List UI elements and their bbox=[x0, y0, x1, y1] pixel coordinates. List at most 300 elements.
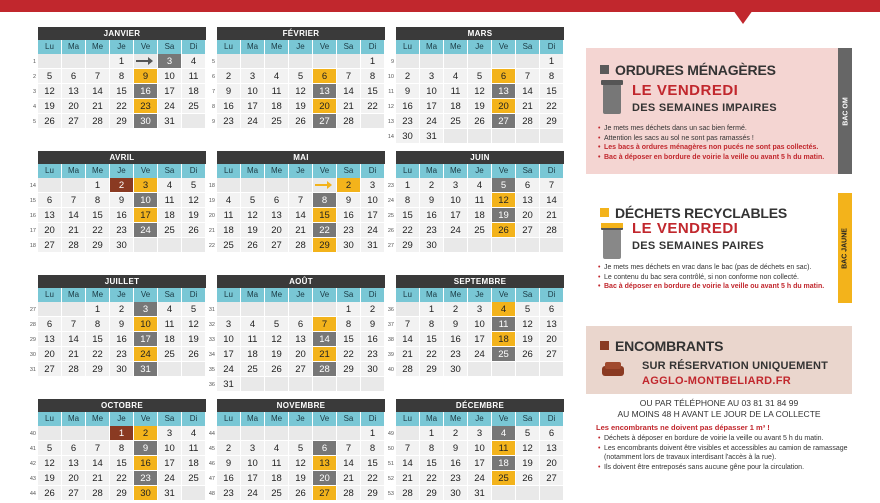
week-number: 23 bbox=[387, 183, 394, 189]
day-cell: 6 bbox=[62, 441, 86, 456]
month-title: MAI bbox=[217, 151, 385, 164]
day-cell: 19 bbox=[38, 99, 62, 114]
day-cell: 18 bbox=[182, 456, 206, 471]
empty-day-cell bbox=[540, 129, 564, 144]
empty-day-cell bbox=[337, 54, 361, 69]
day-cell: 23 bbox=[110, 223, 134, 238]
day-cell: 12 bbox=[265, 332, 289, 347]
weekday-header: Ma bbox=[420, 40, 444, 54]
day-cell: 13 bbox=[38, 332, 62, 347]
day-cell: 12 bbox=[516, 317, 540, 332]
day-cell: 4 bbox=[444, 69, 468, 84]
day-cell: 30 bbox=[134, 486, 158, 501]
weekday-header: Di bbox=[540, 412, 564, 426]
day-cell: 7 bbox=[86, 69, 110, 84]
day-cell: 23 bbox=[217, 486, 241, 501]
weekday-header: Sa bbox=[158, 288, 182, 302]
weekday-header: Ve bbox=[313, 164, 337, 178]
om-side-label: BAC OM bbox=[842, 97, 850, 126]
day-cell: 7 bbox=[86, 441, 110, 456]
empty-day-cell bbox=[444, 238, 468, 253]
day-cell: 10 bbox=[158, 69, 182, 84]
week-number: 12 bbox=[387, 104, 394, 110]
week-number: 3 bbox=[32, 89, 36, 95]
enc-warning: Les encombrants ne doivent pas dépasser 1 m³ ! bbox=[596, 423, 770, 432]
day-cell: 23 bbox=[420, 223, 444, 238]
day-cell: 9 bbox=[134, 441, 158, 456]
day-cell: 19 bbox=[182, 332, 206, 347]
empty-day-cell bbox=[62, 54, 86, 69]
day-cell: 13 bbox=[540, 317, 564, 332]
weekday-header: Di bbox=[540, 288, 564, 302]
enc-phone-block bbox=[586, 398, 852, 420]
day-cell: 5 bbox=[38, 441, 62, 456]
day-cell: 29 bbox=[420, 362, 444, 377]
day-cell: 3 bbox=[158, 426, 182, 441]
day-cell: 18 bbox=[265, 99, 289, 114]
day-cell: 30 bbox=[337, 238, 361, 253]
day-cell: 14 bbox=[396, 456, 420, 471]
week-number: 21 bbox=[208, 228, 215, 234]
day-cell: 24 bbox=[241, 486, 265, 501]
rec-sidebar bbox=[838, 193, 852, 303]
week-number: 22 bbox=[208, 243, 215, 249]
weekday-header: Me bbox=[444, 412, 468, 426]
week-number: 5 bbox=[211, 59, 215, 65]
day-cell: 1 bbox=[361, 54, 385, 69]
empty-day-cell bbox=[492, 486, 516, 501]
day-cell: 8 bbox=[396, 193, 420, 208]
day-cell: 14 bbox=[62, 208, 86, 223]
week-number: 41 bbox=[29, 446, 36, 452]
day-cell: 30 bbox=[444, 362, 468, 377]
day-cell: 19 bbox=[241, 223, 265, 238]
rec-title: DÉCHETS RECYCLABLES bbox=[615, 205, 787, 221]
empty-day-cell bbox=[361, 377, 385, 392]
day-cell: 27 bbox=[313, 486, 337, 501]
day-cell: 1 bbox=[110, 426, 134, 441]
day-cell: 14 bbox=[516, 84, 540, 99]
day-cell: 25 bbox=[265, 114, 289, 129]
weekday-header: Di bbox=[361, 288, 385, 302]
week-number: 35 bbox=[208, 367, 215, 373]
month-title: JANVIER bbox=[38, 27, 206, 40]
day-cell: 26 bbox=[468, 114, 492, 129]
day-cell: 16 bbox=[444, 456, 468, 471]
week-number: 36 bbox=[208, 382, 215, 388]
day-cell: 3 bbox=[241, 441, 265, 456]
day-cell: 22 bbox=[420, 347, 444, 362]
day-cell: 9 bbox=[444, 441, 468, 456]
week-number: 32 bbox=[208, 322, 215, 328]
week-number: 42 bbox=[29, 461, 36, 467]
weekday-header: Me bbox=[265, 164, 289, 178]
day-cell: 19 bbox=[289, 99, 313, 114]
day-cell: 22 bbox=[86, 347, 110, 362]
weekday-header: Di bbox=[361, 40, 385, 54]
day-cell: 16 bbox=[217, 99, 241, 114]
day-cell: 5 bbox=[265, 317, 289, 332]
day-cell: 22 bbox=[361, 99, 385, 114]
day-cell: 16 bbox=[420, 208, 444, 223]
day-cell: 17 bbox=[158, 84, 182, 99]
day-cell: 4 bbox=[158, 302, 182, 317]
empty-day-cell bbox=[241, 302, 265, 317]
day-cell: 6 bbox=[540, 302, 564, 317]
weekday-header: Je bbox=[289, 40, 313, 54]
yellow-lid bbox=[601, 223, 623, 228]
empty-day-cell bbox=[241, 54, 265, 69]
week-number: 15 bbox=[29, 198, 36, 204]
day-cell: 18 bbox=[241, 347, 265, 362]
weekday-header: Ve bbox=[313, 288, 337, 302]
empty-day-cell bbox=[540, 238, 564, 253]
empty-day-cell bbox=[182, 486, 206, 501]
week-number: 43 bbox=[29, 476, 36, 482]
day-cell: 1 bbox=[420, 426, 444, 441]
day-cell: 24 bbox=[468, 471, 492, 486]
day-cell: 5 bbox=[468, 69, 492, 84]
weekday-header: Ma bbox=[62, 164, 86, 178]
week-number: 20 bbox=[208, 213, 215, 219]
day-cell: 26 bbox=[289, 114, 313, 129]
week-number: 24 bbox=[387, 198, 394, 204]
day-cell: 15 bbox=[420, 332, 444, 347]
day-cell: 2 bbox=[420, 178, 444, 193]
day-cell: 17 bbox=[134, 332, 158, 347]
day-cell: 18 bbox=[158, 332, 182, 347]
week-number: 38 bbox=[387, 337, 394, 343]
day-cell: 21 bbox=[337, 99, 361, 114]
day-cell: 4 bbox=[217, 193, 241, 208]
weekday-header: Me bbox=[265, 412, 289, 426]
day-cell: 5 bbox=[241, 193, 265, 208]
day-cell: 8 bbox=[420, 441, 444, 456]
day-cell: 7 bbox=[396, 317, 420, 332]
weekday-header: Di bbox=[540, 40, 564, 54]
day-cell: 25 bbox=[444, 114, 468, 129]
day-cell: 22 bbox=[420, 471, 444, 486]
week-number: 52 bbox=[387, 476, 394, 482]
day-cell: 3 bbox=[420, 69, 444, 84]
week-number: 44 bbox=[29, 491, 36, 497]
empty-day-cell bbox=[134, 238, 158, 253]
day-cell: 17 bbox=[468, 332, 492, 347]
day-cell: 16 bbox=[134, 84, 158, 99]
day-cell: 1 bbox=[86, 178, 110, 193]
day-cell: 8 bbox=[86, 317, 110, 332]
month-mars bbox=[387, 27, 564, 144]
day-cell: 31 bbox=[158, 114, 182, 129]
week-number: 2 bbox=[32, 74, 36, 80]
bullet-item: • Attention les sacs au sol ne sont pas ramassés ! bbox=[598, 134, 834, 144]
weekday-header: Ma bbox=[241, 164, 265, 178]
week-number: 14 bbox=[387, 134, 394, 140]
weekday-header: Me bbox=[86, 40, 110, 54]
day-cell: 30 bbox=[444, 486, 468, 501]
day-cell: 3 bbox=[134, 302, 158, 317]
day-cell: 21 bbox=[396, 347, 420, 362]
rec-title-row bbox=[600, 205, 787, 221]
day-cell: 8 bbox=[361, 441, 385, 456]
day-cell: 23 bbox=[134, 99, 158, 114]
bullet-item: • Déchets à déposer en bordure de voirie la veille ou avant 5 h du matin. bbox=[598, 434, 848, 444]
day-cell: 2 bbox=[337, 178, 361, 193]
day-cell: 11 bbox=[158, 193, 182, 208]
day-cell: 24 bbox=[134, 223, 158, 238]
arrow-icon bbox=[136, 60, 150, 62]
day-cell: 14 bbox=[86, 456, 110, 471]
week-number: 4 bbox=[32, 104, 36, 110]
empty-day-cell bbox=[361, 114, 385, 129]
day-cell: 11 bbox=[492, 317, 516, 332]
day-cell: 1 bbox=[396, 178, 420, 193]
empty-day-cell bbox=[468, 362, 492, 377]
week-number: 30 bbox=[29, 352, 36, 358]
day-cell: 16 bbox=[444, 332, 468, 347]
day-cell: 7 bbox=[337, 441, 361, 456]
day-cell: 3 bbox=[468, 426, 492, 441]
empty-day-cell bbox=[182, 238, 206, 253]
day-cell: 14 bbox=[313, 332, 337, 347]
empty-day-cell bbox=[337, 426, 361, 441]
empty-day-cell bbox=[241, 377, 265, 392]
day-cell: 10 bbox=[420, 84, 444, 99]
week-number: 40 bbox=[29, 431, 36, 437]
day-cell: 13 bbox=[313, 84, 337, 99]
day-cell: 17 bbox=[158, 456, 182, 471]
weekday-header: Me bbox=[444, 288, 468, 302]
day-cell: 12 bbox=[38, 456, 62, 471]
month-title: MARS bbox=[396, 27, 564, 40]
day-cell: 22 bbox=[337, 347, 361, 362]
day-cell: 22 bbox=[540, 99, 564, 114]
day-cell: 8 bbox=[420, 317, 444, 332]
weekday-header: Je bbox=[468, 412, 492, 426]
day-cell: 14 bbox=[289, 208, 313, 223]
rec-bullets bbox=[598, 263, 834, 292]
day-cell: 28 bbox=[86, 114, 110, 129]
day-cell: 28 bbox=[337, 486, 361, 501]
empty-day-cell bbox=[217, 54, 241, 69]
day-cell: 6 bbox=[492, 69, 516, 84]
day-cell: 1 bbox=[361, 426, 385, 441]
empty-day-cell bbox=[289, 426, 313, 441]
weekday-header: Ma bbox=[62, 288, 86, 302]
day-cell: 6 bbox=[265, 193, 289, 208]
day-cell: 26 bbox=[516, 471, 540, 486]
day-cell: 5 bbox=[516, 302, 540, 317]
day-cell: 24 bbox=[420, 114, 444, 129]
day-cell: 19 bbox=[468, 99, 492, 114]
day-cell: 24 bbox=[468, 347, 492, 362]
day-cell: 2 bbox=[110, 178, 134, 193]
day-cell: 16 bbox=[134, 456, 158, 471]
week-number: 13 bbox=[387, 119, 394, 125]
empty-day-cell bbox=[158, 238, 182, 253]
day-cell: 11 bbox=[492, 441, 516, 456]
day-cell: 10 bbox=[361, 193, 385, 208]
shifted-collection-marker bbox=[134, 54, 158, 69]
day-cell: 14 bbox=[396, 332, 420, 347]
empty-day-cell bbox=[540, 362, 564, 377]
week-number: 19 bbox=[208, 198, 215, 204]
day-cell: 15 bbox=[540, 84, 564, 99]
month-septembre bbox=[387, 275, 564, 377]
day-cell: 18 bbox=[444, 99, 468, 114]
day-cell: 21 bbox=[540, 208, 564, 223]
day-cell: 5 bbox=[38, 69, 62, 84]
empty-day-cell bbox=[516, 362, 540, 377]
day-cell: 22 bbox=[86, 223, 110, 238]
day-cell: 26 bbox=[38, 114, 62, 129]
empty-day-cell bbox=[313, 54, 337, 69]
day-cell: 31 bbox=[420, 129, 444, 144]
day-cell: 19 bbox=[265, 347, 289, 362]
empty-day-cell bbox=[289, 54, 313, 69]
day-cell: 24 bbox=[444, 223, 468, 238]
day-cell: 5 bbox=[289, 69, 313, 84]
empty-day-cell bbox=[337, 377, 361, 392]
empty-day-cell bbox=[217, 302, 241, 317]
weekday-header: Di bbox=[182, 40, 206, 54]
day-cell: 6 bbox=[38, 193, 62, 208]
day-cell: 13 bbox=[516, 193, 540, 208]
week-number: 31 bbox=[208, 307, 215, 313]
empty-day-cell bbox=[540, 486, 564, 501]
day-cell: 27 bbox=[38, 238, 62, 253]
day-cell: 29 bbox=[396, 238, 420, 253]
weekday-header: Ve bbox=[134, 412, 158, 426]
day-cell: 20 bbox=[540, 456, 564, 471]
enc-reservation: SUR RÉSERVATION UNIQUEMENT bbox=[642, 360, 829, 372]
week-number: 27 bbox=[29, 307, 36, 313]
day-cell: 25 bbox=[217, 238, 241, 253]
day-cell: 8 bbox=[540, 69, 564, 84]
weekday-header: Sa bbox=[337, 40, 361, 54]
day-cell: 2 bbox=[444, 426, 468, 441]
day-cell: 10 bbox=[217, 332, 241, 347]
day-cell: 11 bbox=[241, 332, 265, 347]
day-cell: 22 bbox=[396, 223, 420, 238]
weekday-header: Je bbox=[110, 164, 134, 178]
day-cell: 13 bbox=[313, 456, 337, 471]
day-cell: 6 bbox=[313, 441, 337, 456]
week-number: 6 bbox=[211, 74, 215, 80]
day-cell: 28 bbox=[289, 238, 313, 253]
day-cell: 15 bbox=[86, 208, 110, 223]
day-cell: 10 bbox=[444, 193, 468, 208]
empty-day-cell bbox=[289, 178, 313, 193]
day-cell: 12 bbox=[38, 84, 62, 99]
grey-bin-icon bbox=[603, 84, 621, 114]
day-cell: 6 bbox=[313, 69, 337, 84]
day-cell: 22 bbox=[313, 223, 337, 238]
om-bullets bbox=[598, 124, 834, 162]
day-cell: 1 bbox=[420, 302, 444, 317]
day-cell: 12 bbox=[241, 208, 265, 223]
day-cell: 15 bbox=[110, 456, 134, 471]
month-grid bbox=[38, 288, 206, 377]
weekday-header: Me bbox=[86, 164, 110, 178]
empty-day-cell bbox=[289, 377, 313, 392]
day-cell: 27 bbox=[62, 486, 86, 501]
day-cell: 2 bbox=[134, 426, 158, 441]
month-grid bbox=[38, 164, 206, 253]
day-cell: 17 bbox=[134, 208, 158, 223]
weekday-header: Je bbox=[110, 40, 134, 54]
banner-notch bbox=[733, 10, 753, 24]
enc-website[interactable]: AGGLO-MONTBELIARD.FR bbox=[642, 375, 791, 387]
day-cell: 9 bbox=[110, 193, 134, 208]
day-cell: 23 bbox=[444, 347, 468, 362]
day-cell: 15 bbox=[86, 332, 110, 347]
day-cell: 13 bbox=[289, 332, 313, 347]
empty-day-cell bbox=[241, 426, 265, 441]
bullet-item: • Ils doivent être entreposés sans aucune gêne pour la circulation. bbox=[598, 463, 848, 473]
day-cell: 20 bbox=[313, 99, 337, 114]
day-cell: 11 bbox=[265, 456, 289, 471]
day-cell: 31 bbox=[134, 362, 158, 377]
day-cell: 16 bbox=[337, 208, 361, 223]
month-février bbox=[211, 27, 385, 129]
day-cell: 9 bbox=[396, 84, 420, 99]
week-number: 25 bbox=[387, 213, 394, 219]
day-cell: 28 bbox=[540, 223, 564, 238]
day-cell: 23 bbox=[396, 114, 420, 129]
day-cell: 7 bbox=[540, 178, 564, 193]
day-cell: 8 bbox=[110, 69, 134, 84]
day-cell: 29 bbox=[110, 486, 134, 501]
day-cell: 15 bbox=[396, 208, 420, 223]
empty-day-cell bbox=[396, 302, 420, 317]
empty-day-cell bbox=[468, 54, 492, 69]
day-cell: 6 bbox=[289, 317, 313, 332]
enc-bullets bbox=[598, 434, 848, 472]
day-cell: 25 bbox=[241, 362, 265, 377]
day-cell: 30 bbox=[420, 238, 444, 253]
week-number: 36 bbox=[387, 307, 394, 313]
day-cell: 20 bbox=[516, 208, 540, 223]
day-cell: 17 bbox=[217, 347, 241, 362]
day-cell: 2 bbox=[217, 441, 241, 456]
week-number: 18 bbox=[208, 183, 215, 189]
enc-title: ENCOMBRANTS bbox=[615, 338, 724, 354]
empty-day-cell bbox=[516, 129, 540, 144]
day-cell: 30 bbox=[396, 129, 420, 144]
day-cell: 11 bbox=[217, 208, 241, 223]
weekday-header: Ma bbox=[62, 412, 86, 426]
day-cell: 15 bbox=[361, 84, 385, 99]
day-cell: 16 bbox=[110, 332, 134, 347]
day-cell: 2 bbox=[110, 302, 134, 317]
empty-day-cell bbox=[516, 238, 540, 253]
day-cell: 24 bbox=[158, 471, 182, 486]
empty-day-cell bbox=[265, 302, 289, 317]
day-cell: 20 bbox=[38, 347, 62, 362]
weekday-header: Lu bbox=[38, 288, 62, 302]
day-cell: 27 bbox=[540, 471, 564, 486]
empty-day-cell bbox=[468, 129, 492, 144]
day-cell: 14 bbox=[337, 84, 361, 99]
day-cell: 10 bbox=[241, 456, 265, 471]
weekday-header: Lu bbox=[217, 40, 241, 54]
weekday-header: Sa bbox=[158, 412, 182, 426]
empty-day-cell bbox=[420, 54, 444, 69]
day-cell: 31 bbox=[468, 486, 492, 501]
day-cell: 17 bbox=[361, 208, 385, 223]
day-cell: 26 bbox=[492, 223, 516, 238]
